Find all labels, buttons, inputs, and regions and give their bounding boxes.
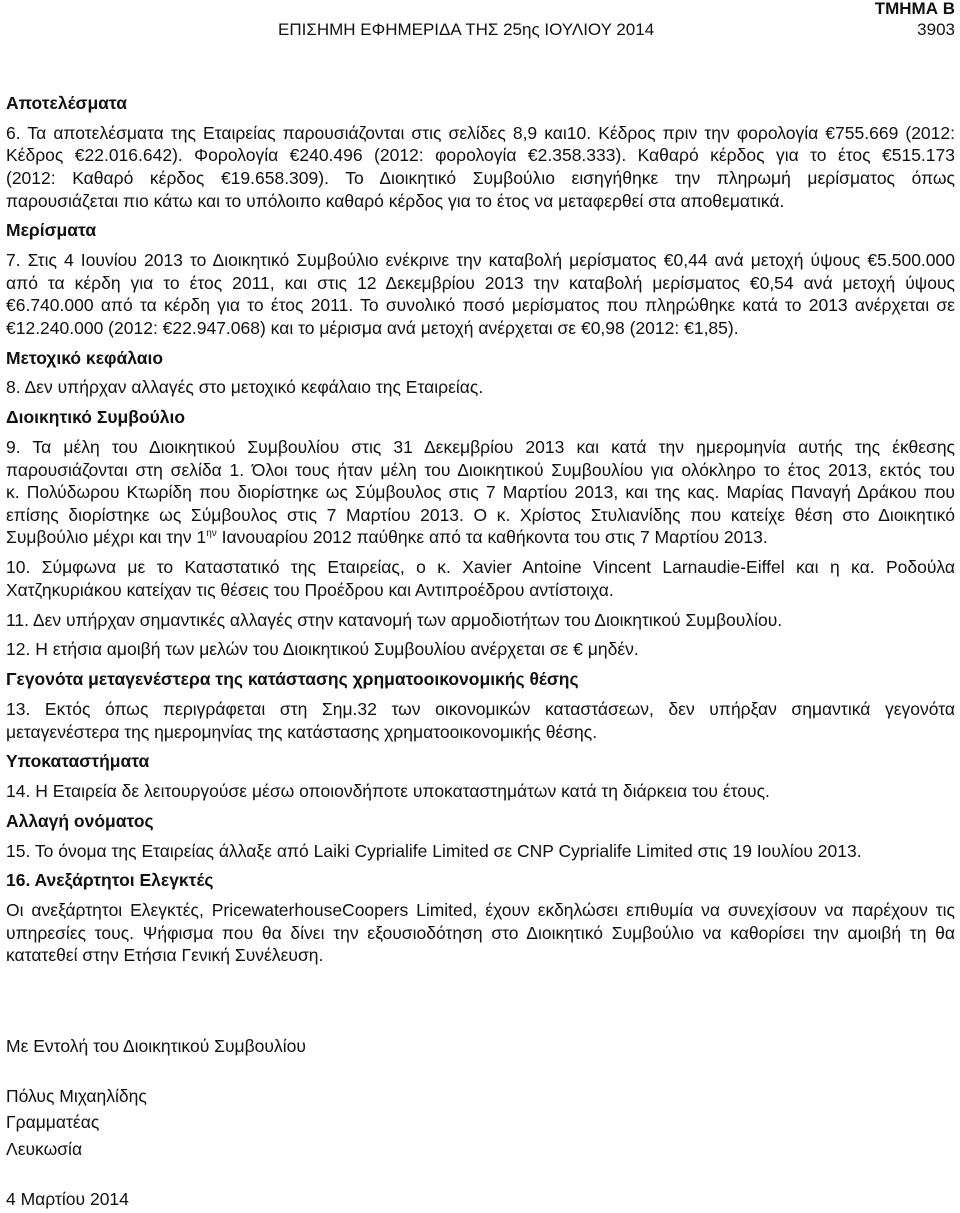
paragraph-line: 12. Η ετήσια αμοιβή των μελών του Διοικητικού Συμβουλίου ανέρχεται σε € μηδέν. — [6, 639, 639, 660]
heading-dividends: Μερίσματα — [6, 220, 97, 241]
paragraph-line: παρουσιάζεται πιο κάτω και το υπόλοιπο καθαρό κέρδος για το έτος να μεταφερθεί στα αποθεματικά. — [6, 190, 785, 211]
paragraph-line: επίσης διορίστηκε ως Σύμβουλος στις 7 Μαρτίου 2013. Ο κ. Χρίστος Στυλιανίδης που κατείχε θέση στο Διοικητικό — [6, 504, 955, 525]
paragraph-9 — [6, 436, 955, 549]
gazette-section-label: ΤΜΗΜΑ Β — [874, 0, 955, 18]
heading-subsequent-events: Γεγονότα μεταγενέστερα της κατάστασης χρηματοοικονομικής θέσης — [6, 669, 579, 690]
paragraph-line: €12.240.000 (2012: €22.947.068) και το μέρισμα ανά μετοχή ανέρχεται σε €0,98 (2012: €1,85). — [6, 317, 739, 338]
paragraph-line: 9. Τα μέλη του Διοικητικού Συμβουλίου στις 31 Δεκεμβρίου 2013 και κατά την ημερομηνία αυτής της έκθεσης — [6, 437, 955, 458]
paragraph-11 — [6, 609, 955, 632]
paragraph-line: κατατεθεί στην Ετήσια Γενική Συνέλευση. — [6, 945, 324, 966]
heading-branches: Υποκαταστήματα — [6, 751, 150, 772]
paragraph-line: 7. Στις 4 Ιουνίου 2013 το Διοικητικό Συμβούλιο ενέκρινε την καταβολή μερίσματος €0,44 ανά μετοχή ύψους €5.500.000 — [6, 250, 955, 271]
signature-mandate: Με Εντολή του Διοικητικού Συμβουλίου — [6, 1036, 306, 1056]
heading-name-change: Αλλαγή ονόματος — [6, 810, 154, 831]
line-text-end: Ιανουαρίου 2012 παύθηκε από τα καθήκοντα του στις 7 Μαρτίου 2013. — [216, 527, 768, 548]
paragraph-13 — [6, 698, 955, 743]
page-number: 3903 — [917, 20, 955, 39]
paragraph-line: 8. Δεν υπήρχαν αλλαγές στο μετοχικό κεφάλαιο της Εταιρείας. — [6, 377, 484, 398]
signature-date: 4 Μαρτίου 2014 — [6, 1189, 129, 1209]
gazette-title: ΕΠΙΣΗΜΗ ΕΦΗΜΕΡΙΔΑ ΤΗΣ 25ης ΙΟΥΛΙΟΥ 2014 — [278, 20, 655, 39]
heading-share-capital: Μετοχικό κεφάλαιο — [6, 347, 164, 368]
paragraph-line: 13. Εκτός όπως περιγράφεται στη Σημ.32 των οικονομικών καταστάσεων, δεν υπήρξαν σημαντικά γεγονότα — [6, 698, 955, 719]
signature-place: Λευκωσία — [6, 1139, 83, 1159]
paragraph-12 — [6, 638, 955, 661]
paragraph-line: 10. Σύμφωνα με το Καταστατικό της Εταιρείας, ο κ. Xavier Antoine Vincent Larnaudie-Eiffel και η κα. Ροδούλα — [6, 557, 955, 578]
paragraph-6 — [6, 122, 955, 212]
paragraph-line: κ. Πολύδωρου Κτωρίδη που διορίστηκε ως Σύμβουλος στις 7 Μαρτίου 2013, και της κας. Μαρίας Παναγή Δράκου που — [6, 482, 955, 503]
document-body — [6, 92, 955, 967]
paragraph-line: από τα κέρδη για το έτος 2011, και στις 12 Δεκεμβρίου 2013 την καταβολή μερίσματος €0,54 ανά μετοχή ύψους — [6, 272, 955, 293]
paragraph-line: 11. Δεν υπήρχαν σημαντικές αλλαγές στην κατανομή των αρμοδιοτήτων του Διοικητικού Συμβουλίου. — [6, 609, 783, 630]
paragraph-line — [6, 526, 955, 549]
paragraph-line: (2012: Καθαρό κέρδος €19.658.309). Το Διοικητικό Συμβούλιο εισηγήθηκε την πληρωμή μερίσματος όπως — [6, 167, 955, 188]
paragraph-line: €6.740.000 από τα κέρδη για το έτος 2011. Το συνολικό ποσό μερίσματος που πληρώθηκε κατά το 2013 ανέρχεται σε — [6, 295, 955, 316]
paragraph-10 — [6, 556, 955, 601]
paragraph-line: υπηρεσίες τους. Ψήφισμα που θα δίνει την εξουσιοδότηση στο Διοικητικό Συμβούλιο να καθορίσει την αμοιβή τη θα — [6, 922, 955, 943]
paragraph-15 — [6, 840, 955, 863]
line-text-start: Συμβούλιο μέχρι και την 1 — [6, 527, 207, 548]
heading-board-of-directors: Διοικητικό Συμβούλιο — [6, 407, 186, 428]
paragraph-16 — [6, 899, 955, 967]
paragraph-line: 14. Η Εταιρεία δε λειτουργούσε μέσω οποιονδήποτε υποκαταστημάτων κατά τη διάρκεια του έτους. — [6, 781, 770, 802]
paragraph-14 — [6, 780, 955, 803]
heading-independent-auditors: 16. Ανεξάρτητοι Ελεγκτές — [6, 870, 214, 891]
signatory-name: Πόλυς Μιχαηλίδης — [6, 1086, 147, 1106]
paragraph-line: μεταγενέστερα της ημερομηνίας της κατάστασης χρηματοοικονομικής θέσης. — [6, 721, 598, 742]
paragraph-7 — [6, 249, 955, 339]
paragraph-line: 6. Τα αποτελέσματα της Εταιρείας παρουσιάζονται στις σελίδες 8,9 και10. Κέδρος πριν την φορολογία €755.669 (2012: — [6, 122, 955, 143]
paragraph-line: Χατζηκυριάκου κατείχαν τις θέσεις του Προέδρου και Αντιπροέδρου αντίστοιχα. — [6, 579, 614, 600]
ordinal-suffix: ην — [206, 528, 217, 540]
paragraph-line: 15. Το όνομα της Εταιρείας άλλαξε από Laiki Cyprialife Limited σε CNP Cyprialife Limited στις 19 Ιουλίου 2013. — [6, 840, 862, 861]
heading-results: Αποτελέσματα — [6, 93, 128, 113]
paragraph-line: Οι ανεξάρτητοι Ελεγκτές, PricewaterhouseCoopers Limited, έχουν εκδηλώσει επιθυμία να συνεχίσουν να παρέχουν τις — [6, 900, 955, 921]
signatory-title: Γραμματέας — [6, 1112, 100, 1132]
paragraph-8 — [6, 376, 955, 399]
paragraph-line: Κέδρος €22.016.642). Φορολογία €240.496 (2012: φορολογία €2.358.333). Καθαρό κέρδος για το έτος €515.173 — [6, 145, 955, 166]
paragraph-line: παρουσιάζονται στη σελίδα 1. Όλοι τους ήταν μέλη του Διοικητικού Συμβουλίου για ολόκληρο το έτος 2013, εκτός του — [6, 459, 955, 480]
